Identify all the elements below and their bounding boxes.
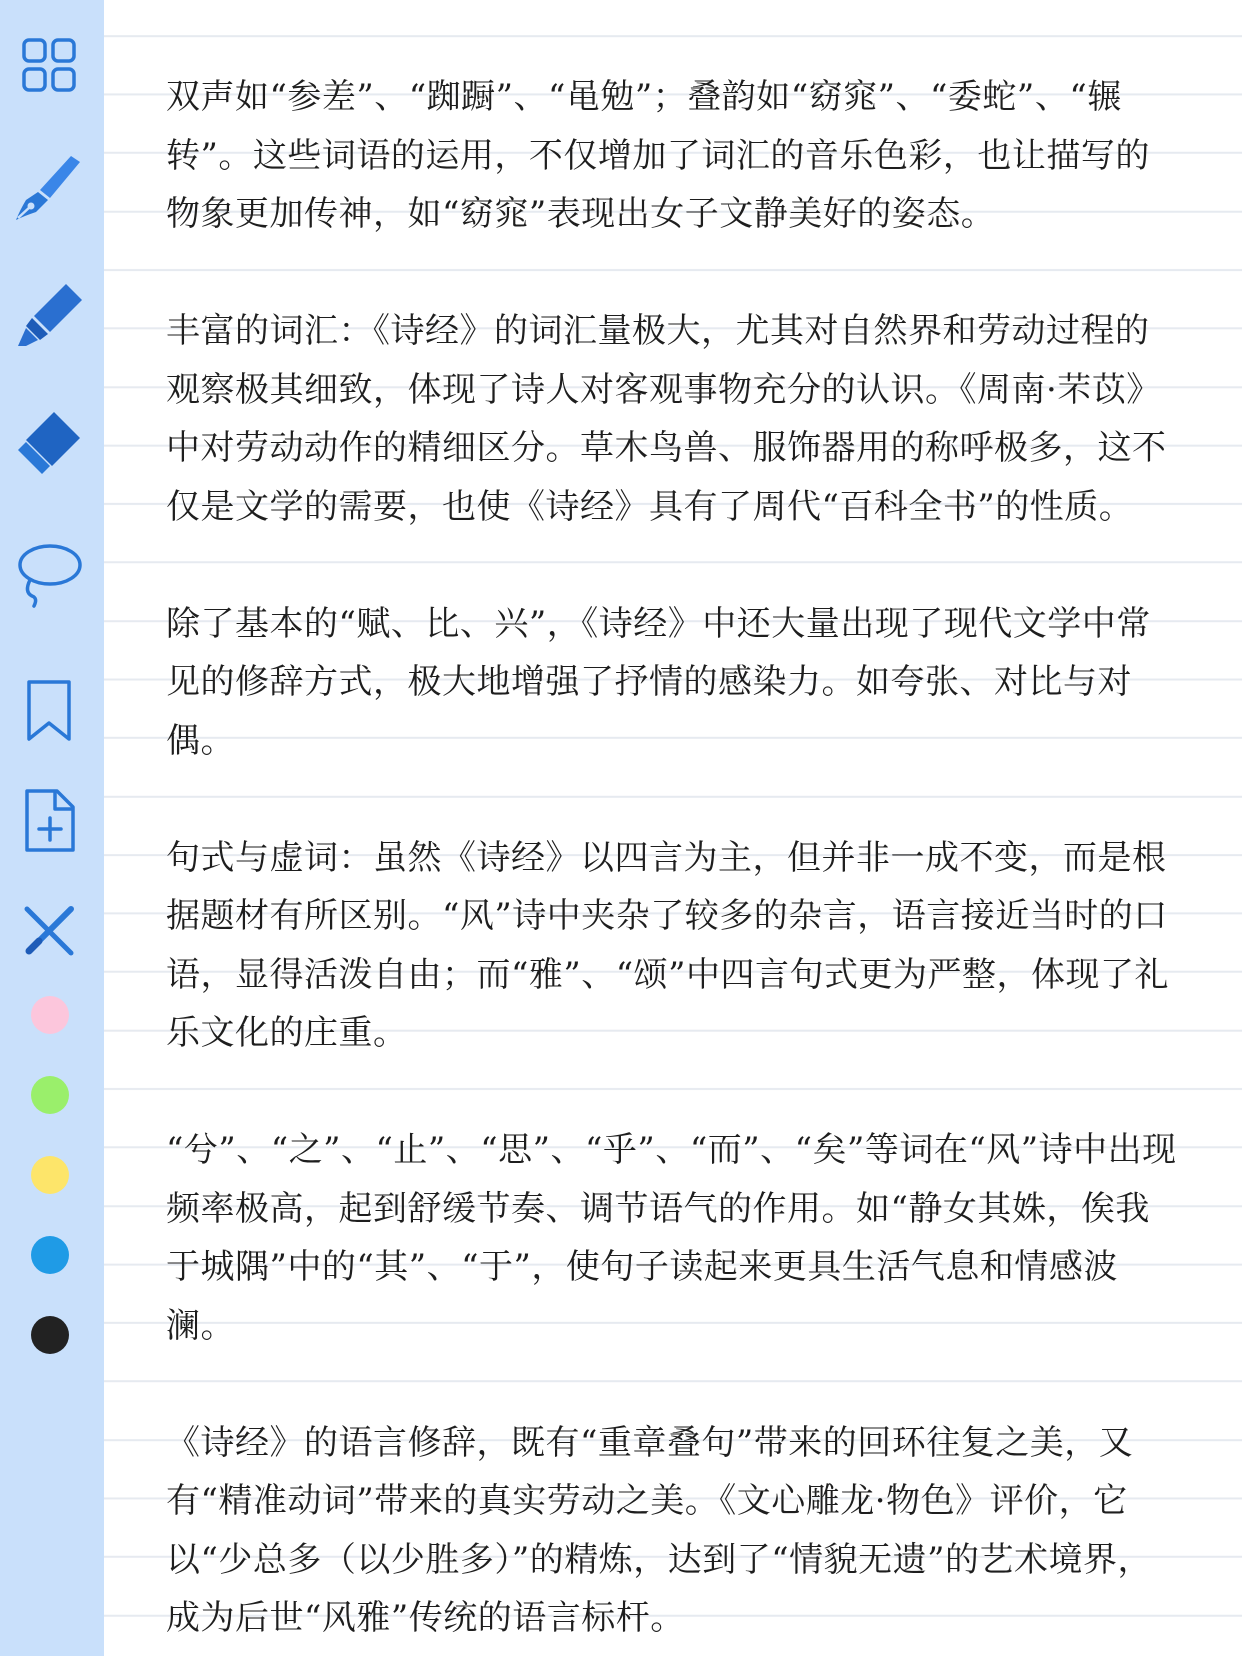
lasso-tool-button[interactable] — [14, 540, 84, 610]
highlighter-icon — [14, 282, 84, 352]
pen-icon — [14, 154, 84, 224]
highlighter-tool-button[interactable] — [14, 282, 84, 352]
pen-tool-button[interactable] — [14, 154, 84, 224]
note-content — [166, 68, 1178, 1656]
add-page-icon — [19, 788, 79, 854]
note-paragraph: 除了基本的“赋、比、兴”，《诗经》中还大量出现了现代文学中常见的修辞方式，极大地增强了抒情的感染力。如夸张、对比与对偶。 — [166, 603, 1151, 761]
tool-sidebar — [0, 0, 104, 1656]
note-paragraph: 双声如“参差”、“踟蹰”、“黾勉”；叠韵如“窈窕”、“委蛇”、“辗转”。这些词语的运用，不仅增加了词汇的音乐色彩，也让描写的物象更加传神，如“窈窕”表现出女子文静美好的姿态。 — [166, 77, 1150, 234]
lasso-icon — [14, 540, 84, 610]
color-swatch-pink[interactable] — [31, 996, 69, 1034]
note-paragraph: 丰富的词汇：《诗经》的词汇量极大，尤其对自然界和劳动过程的观察极其细致，体现了诗人对客观事物充分的认识。《周南·芣苡》中对劳动动作的精细区分。草木鸟兽、服饰器用的称呼极多，这不仅是文学的需要，也使《诗经》具有了周代“百科全书”的性质。 — [166, 311, 1167, 527]
color-swatch-black[interactable] — [31, 1316, 69, 1354]
eraser-tool-button[interactable] — [14, 410, 84, 480]
grid-icon — [21, 37, 77, 93]
note-paragraph: “兮”、“之”、“止”、“思”、“乎”、“而”、“矣”等词在“风”诗中出现频率极高，起到舒缓节奏、调节语气的作用。如“静女其姝，俟我于城隅”中的“其”、“于”，使句子读起来更具生活气息和情感波澜。 — [166, 1130, 1177, 1346]
cross-pen-icon — [21, 903, 77, 959]
note-paragraph: 句式与虚词：虽然《诗经》以四言为主，但并非一成不变，而是根据题材有所区别。“风”诗中夹杂了较多的杂言，语言接近当时的口语，显得活泼自由；而“雅”、“颂”中四言句式更为严整，体现了礼乐文化的庄重。 — [166, 837, 1170, 1053]
note-paragraph: 《诗经》的语言修辞，既有“重章叠句”带来的回环往复之美，又有“精准动词”带来的真实劳动之美。《文心雕龙·物色》评价，它以“少总多（以少胜多）”的精炼，达到了“情貌无遗”的艺术境界，成为后世“风雅”传统的语言标杆。 — [166, 1422, 1153, 1638]
color-swatch-yellow[interactable] — [31, 1156, 69, 1194]
color-swatch-blue[interactable] — [31, 1236, 69, 1274]
grid-view-button[interactable] — [14, 30, 84, 100]
note-page[interactable] — [104, 0, 1242, 1656]
bookmark-icon — [21, 679, 77, 743]
bookmark-button[interactable] — [14, 676, 84, 746]
eraser-icon — [14, 410, 84, 480]
close-tools-button[interactable] — [14, 896, 84, 966]
color-swatch-green[interactable] — [31, 1076, 69, 1114]
add-page-button[interactable] — [14, 786, 84, 856]
